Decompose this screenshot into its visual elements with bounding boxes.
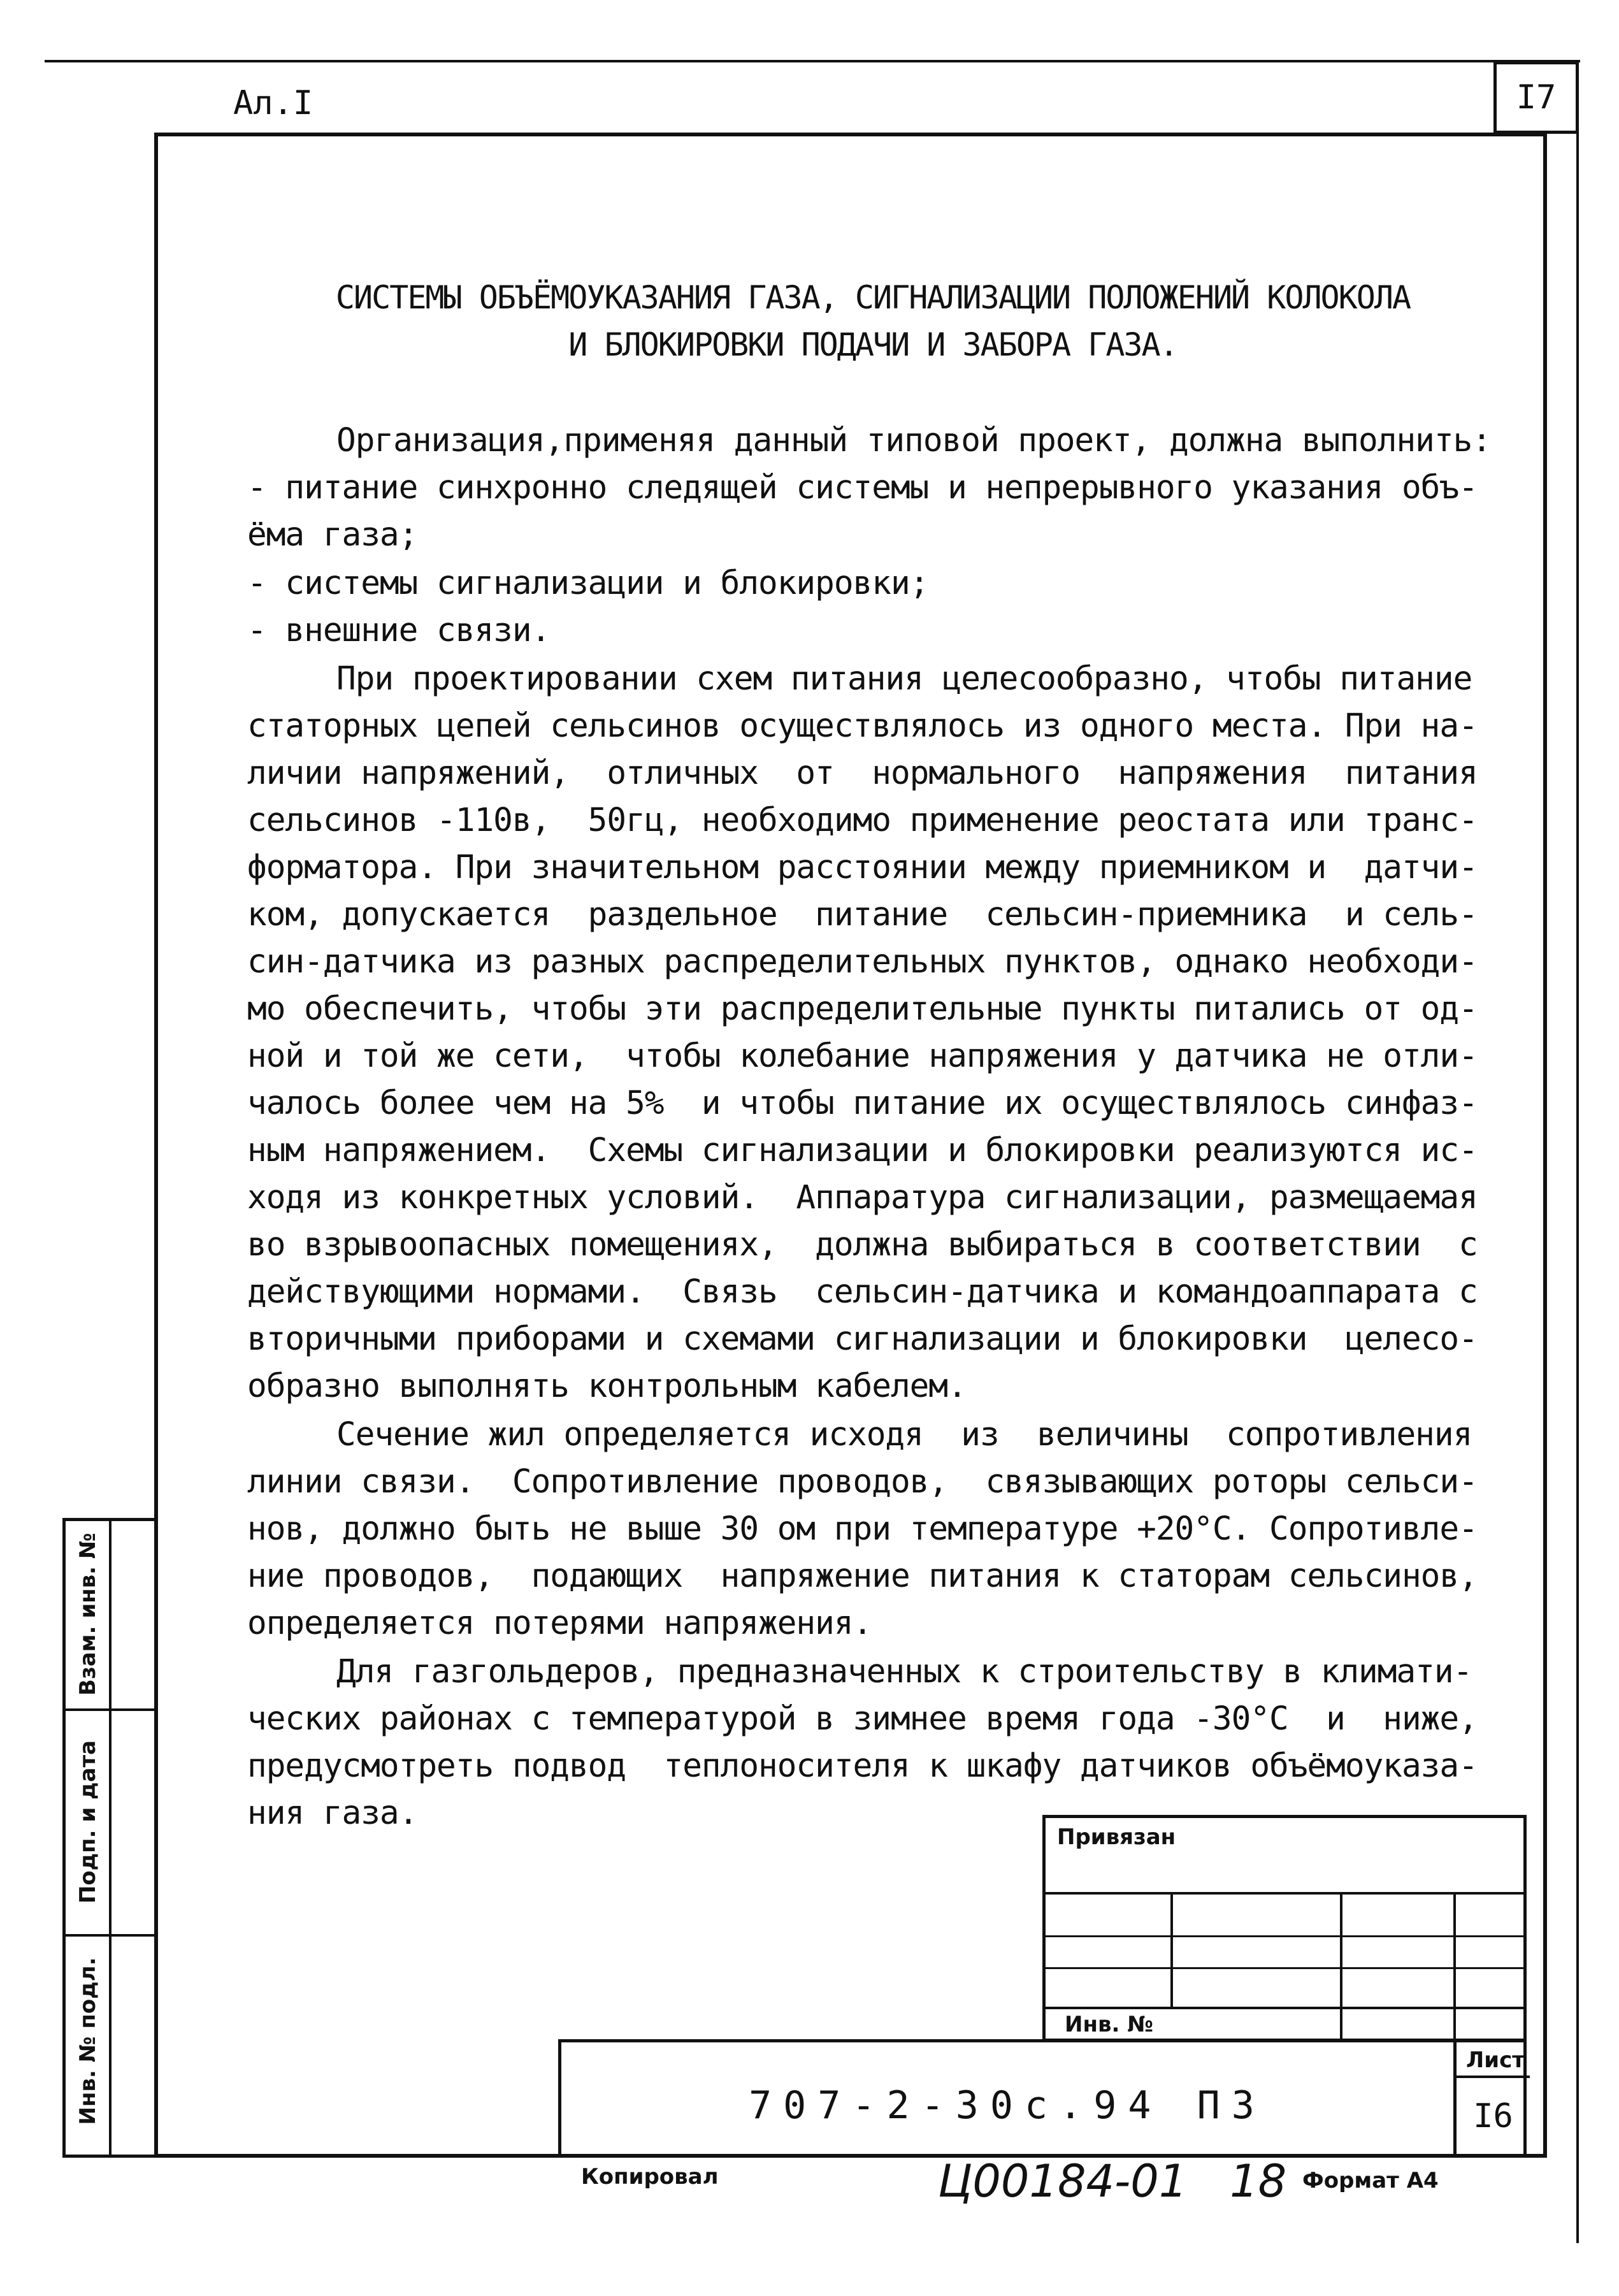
page-number-box [1493,61,1579,134]
body-line: При проектировании схем питания целесообразно, чтобы питание [336,660,1472,698]
body-line: чалось более чем на 5% и чтобы питание их осуществлялось синфаз- [247,1085,1478,1122]
body-line: личии напряжений, отличных от нормального напряжения питания [247,755,1478,792]
body-line: определяется потерями напряжения. [247,1605,872,1642]
body-line: ным напряжением. Схемы сигнализации и блокировки реализуются ис- [247,1132,1478,1169]
vzam-inv-label: Взам. инв. № [75,1533,101,1696]
body-line: - системы сигнализации и блокировки; [247,565,929,602]
document-title-line-1: СИСТЕМЫ ОБЪЁМОУКАЗАНИЯ ГАЗА, СИГНАЛИЗАЦИИ ПОЛОЖЕНИЙ КОЛОКОЛА [335,279,1411,316]
body-line: ной и той же сети, чтобы колебание напряжения у датчика не отли- [247,1037,1478,1075]
body-line: ческих районах с температурой в зимнее время года -30°С и ниже, [247,1700,1478,1738]
privyazan-label: Привязан [1057,1824,1176,1850]
inv-no-label: Инв. № [1065,2012,1154,2037]
body-line: во взрывоопасных помещениях, должна выбираться в соответствии с [247,1226,1478,1264]
body-line: Сечение жил определяется исходя из величины сопротивления [336,1416,1472,1454]
body-line: предусмотреть подвод теплоносителя к шкафу датчиков объёмоуказа- [247,1747,1478,1785]
document-title-line-2: И БЛОКИРОВКИ ПОДАЧИ И ЗАБОРА ГАЗА. [568,326,1177,363]
body-line: нов, должно быть не выше 30 ом при температуре +20°С. Сопротивле- [247,1510,1478,1548]
body-line: линии связи. Сопротивление проводов, связывающих роторы сельси- [247,1463,1478,1501]
page-number: I7 [1516,78,1557,117]
document-code: 707-2-30с.94 ПЗ [749,2083,1266,2128]
body-line: - питание синхронно следящей системы и непрерывного указания объ- [247,469,1478,507]
privyazan-table [1042,1815,1527,2042]
body-line: ния газа. [247,1794,418,1832]
body-line: форматора. При значительном расстоянии между приемником и датчи- [247,849,1478,886]
body-line: образно выполнять контрольным кабелем. [247,1368,967,1405]
right-margin-line [1576,134,1579,2243]
body-line: - внешние связи. [247,612,550,649]
body-line: ние проводов, подающих напряжение питания к статорам сельсинов, [247,1557,1478,1595]
body-line: статорных цепей сельсинов осуществлялось из одного места. При на- [247,707,1478,745]
body-line: ёма газа; [247,516,418,554]
list-number: I6 [1473,2097,1513,2135]
sheet-label: Ал.I [233,84,313,122]
top-rule [45,60,1580,62]
body-line: вторичными приборами и схемами сигнализации и блокировки целесо- [247,1320,1478,1358]
podp-data-label: Подп. и дата [75,1740,101,1904]
body-line: Для газгольдеров, предназначенных к строительству в климати- [336,1653,1472,1691]
body-line: ходя из конкретных условий. Аппаратура сигнализации, размещаемая [247,1179,1478,1217]
format-label: Формат А4 [1302,2168,1439,2193]
document-code-block [558,2039,1527,2158]
body-line: Организация,применяя данный типовой проект, должна выполнить: [336,422,1491,459]
body-line: мо обеспечить, чтобы эти распределительные пункты питались от од- [247,990,1478,1028]
body-line: син-датчика из разных распределительных пунктов, однако необходи- [247,943,1478,981]
handwritten-number: Ц00184-01 18 [938,2155,1287,2207]
list-label: Лист [1466,2047,1525,2073]
body-line: действующими нормами. Связь сельсин-датчика и командоаппарата с [247,1273,1478,1311]
left-stamp [62,1518,158,2158]
body-line: ком, допускается раздельное питание сельсин-приемника и сель- [247,896,1478,934]
body-line: сельсинов -110в, 50гц, необходимо применение реостата или транс- [247,802,1478,839]
inv-podl-label: Инв. № подл. [75,1957,101,2125]
kopiroval-label: Копировал [581,2164,719,2190]
